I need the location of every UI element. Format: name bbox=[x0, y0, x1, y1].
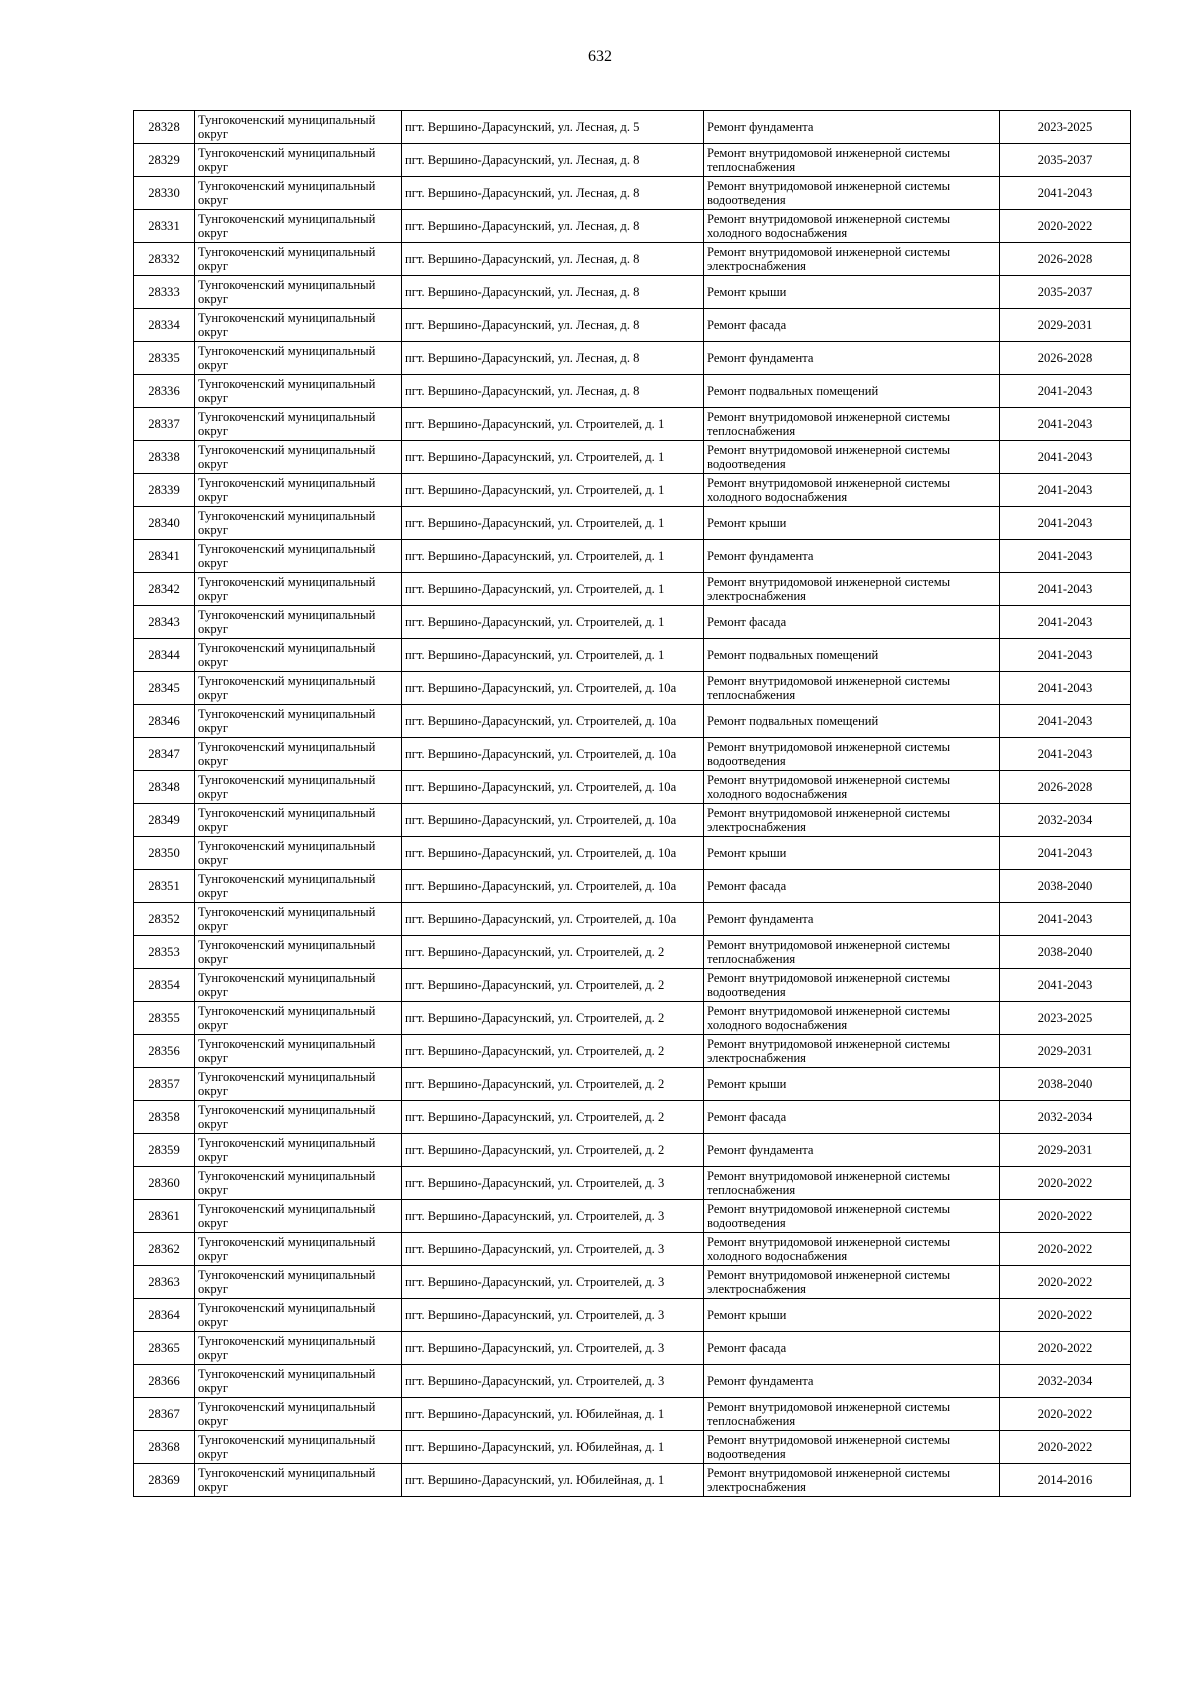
row-number-cell: 28345 bbox=[134, 672, 195, 705]
municipality-cell: Тунгокоченский муниципальный округ bbox=[195, 1068, 402, 1101]
address-cell: пгт. Вершино-Дарасунский, ул. Лесная, д. 8 bbox=[402, 210, 704, 243]
municipality-cell: Тунгокоченский муниципальный округ bbox=[195, 1233, 402, 1266]
address-cell: пгт. Вершино-Дарасунский, ул. Лесная, д. 8 bbox=[402, 342, 704, 375]
period-cell: 2035-2037 bbox=[1000, 276, 1131, 309]
table-row bbox=[134, 936, 1131, 969]
work-type-cell: Ремонт крыши bbox=[704, 837, 1000, 870]
work-type-cell: Ремонт внутридомовой инженерной системы теплоснабжения bbox=[704, 144, 1000, 177]
period-cell: 2041-2043 bbox=[1000, 573, 1131, 606]
row-number-cell: 28331 bbox=[134, 210, 195, 243]
table-row bbox=[134, 1398, 1131, 1431]
municipality-cell: Тунгокоченский муниципальный округ bbox=[195, 1200, 402, 1233]
work-type-cell: Ремонт внутридомовой инженерной системы теплоснабжения bbox=[704, 1398, 1000, 1431]
row-number-cell: 28343 bbox=[134, 606, 195, 639]
row-number-cell: 28362 bbox=[134, 1233, 195, 1266]
table-row bbox=[134, 705, 1131, 738]
municipality-cell: Тунгокоченский муниципальный округ bbox=[195, 870, 402, 903]
row-number-cell: 28334 bbox=[134, 309, 195, 342]
address-cell: пгт. Вершино-Дарасунский, ул. Лесная, д. 8 bbox=[402, 276, 704, 309]
period-cell: 2020-2022 bbox=[1000, 1167, 1131, 1200]
row-number-cell: 28337 bbox=[134, 408, 195, 441]
address-cell: пгт. Вершино-Дарасунский, ул. Строителей, д. 3 bbox=[402, 1332, 704, 1365]
work-type-cell: Ремонт внутридомовой инженерной системы водоотведения bbox=[704, 1431, 1000, 1464]
municipality-cell: Тунгокоченский муниципальный округ bbox=[195, 408, 402, 441]
table-row bbox=[134, 507, 1131, 540]
municipality-cell: Тунгокоченский муниципальный округ bbox=[195, 738, 402, 771]
municipality-cell: Тунгокоченский муниципальный округ bbox=[195, 804, 402, 837]
address-cell: пгт. Вершино-Дарасунский, ул. Строителей, д. 10а bbox=[402, 837, 704, 870]
table-row bbox=[134, 177, 1131, 210]
address-cell: пгт. Вершино-Дарасунский, ул. Строителей, д. 3 bbox=[402, 1299, 704, 1332]
municipality-cell: Тунгокоченский муниципальный округ bbox=[195, 111, 402, 144]
municipality-cell: Тунгокоченский муниципальный округ bbox=[195, 1035, 402, 1068]
row-number-cell: 28364 bbox=[134, 1299, 195, 1332]
table-row bbox=[134, 243, 1131, 276]
municipality-cell: Тунгокоченский муниципальный округ bbox=[195, 309, 402, 342]
period-cell: 2029-2031 bbox=[1000, 1134, 1131, 1167]
municipality-cell: Тунгокоченский муниципальный округ bbox=[195, 375, 402, 408]
period-cell: 2020-2022 bbox=[1000, 1200, 1131, 1233]
address-cell: пгт. Вершино-Дарасунский, ул. Юбилейная, д. 1 bbox=[402, 1464, 704, 1497]
period-cell: 2032-2034 bbox=[1000, 1101, 1131, 1134]
period-cell: 2038-2040 bbox=[1000, 936, 1131, 969]
address-cell: пгт. Вершино-Дарасунский, ул. Строителей, д. 1 bbox=[402, 507, 704, 540]
work-type-cell: Ремонт внутридомовой инженерной системы холодного водоснабжения bbox=[704, 210, 1000, 243]
period-cell: 2035-2037 bbox=[1000, 144, 1131, 177]
table-row bbox=[134, 771, 1131, 804]
address-cell: пгт. Вершино-Дарасунский, ул. Лесная, д. 8 bbox=[402, 243, 704, 276]
municipality-cell: Тунгокоченский муниципальный округ bbox=[195, 540, 402, 573]
row-number-cell: 28330 bbox=[134, 177, 195, 210]
work-type-cell: Ремонт внутридомовой инженерной системы холодного водоснабжения bbox=[704, 1233, 1000, 1266]
period-cell: 2020-2022 bbox=[1000, 1299, 1131, 1332]
municipality-cell: Тунгокоченский муниципальный округ bbox=[195, 606, 402, 639]
row-number-cell: 28351 bbox=[134, 870, 195, 903]
period-cell: 2041-2043 bbox=[1000, 177, 1131, 210]
address-cell: пгт. Вершино-Дарасунский, ул. Строителей, д. 1 bbox=[402, 408, 704, 441]
table-row bbox=[134, 210, 1131, 243]
row-number-cell: 28338 bbox=[134, 441, 195, 474]
address-cell: пгт. Вершино-Дарасунский, ул. Лесная, д. 8 bbox=[402, 144, 704, 177]
row-number-cell: 28350 bbox=[134, 837, 195, 870]
row-number-cell: 28369 bbox=[134, 1464, 195, 1497]
address-cell: пгт. Вершино-Дарасунский, ул. Строителей, д. 3 bbox=[402, 1167, 704, 1200]
work-type-cell: Ремонт фасада bbox=[704, 309, 1000, 342]
table-row bbox=[134, 1299, 1131, 1332]
work-type-cell: Ремонт внутридомовой инженерной системы водоотведения bbox=[704, 969, 1000, 1002]
page-number: 632 bbox=[588, 48, 612, 65]
table-row bbox=[134, 1365, 1131, 1398]
work-type-cell: Ремонт внутридомовой инженерной системы водоотведения bbox=[704, 441, 1000, 474]
row-number-cell: 28368 bbox=[134, 1431, 195, 1464]
period-cell: 2026-2028 bbox=[1000, 771, 1131, 804]
table-row bbox=[134, 1134, 1131, 1167]
work-type-cell: Ремонт внутридомовой инженерной системы электроснабжения bbox=[704, 573, 1000, 606]
period-cell: 2014-2016 bbox=[1000, 1464, 1131, 1497]
table-row bbox=[134, 111, 1131, 144]
work-type-cell: Ремонт внутридомовой инженерной системы электроснабжения bbox=[704, 1266, 1000, 1299]
table-row bbox=[134, 969, 1131, 1002]
table-row bbox=[134, 1233, 1131, 1266]
table-row bbox=[134, 1167, 1131, 1200]
period-cell: 2020-2022 bbox=[1000, 1332, 1131, 1365]
municipality-cell: Тунгокоченский муниципальный округ bbox=[195, 1101, 402, 1134]
municipality-cell: Тунгокоченский муниципальный округ bbox=[195, 672, 402, 705]
work-type-cell: Ремонт подвальных помещений bbox=[704, 375, 1000, 408]
work-type-cell: Ремонт внутридомовой инженерной системы электроснабжения bbox=[704, 243, 1000, 276]
work-type-cell: Ремонт фасада bbox=[704, 1332, 1000, 1365]
row-number-cell: 28341 bbox=[134, 540, 195, 573]
period-cell: 2041-2043 bbox=[1000, 474, 1131, 507]
period-cell: 2026-2028 bbox=[1000, 243, 1131, 276]
row-number-cell: 28360 bbox=[134, 1167, 195, 1200]
municipality-cell: Тунгокоченский муниципальный округ bbox=[195, 243, 402, 276]
table-row bbox=[134, 1266, 1131, 1299]
municipality-cell: Тунгокоченский муниципальный округ bbox=[195, 639, 402, 672]
address-cell: пгт. Вершино-Дарасунский, ул. Строителей, д. 10а bbox=[402, 870, 704, 903]
work-type-cell: Ремонт внутридомовой инженерной системы электроснабжения bbox=[704, 804, 1000, 837]
period-cell: 2041-2043 bbox=[1000, 738, 1131, 771]
municipality-cell: Тунгокоченский муниципальный округ bbox=[195, 1002, 402, 1035]
period-cell: 2041-2043 bbox=[1000, 639, 1131, 672]
address-cell: пгт. Вершино-Дарасунский, ул. Строителей, д. 2 bbox=[402, 1035, 704, 1068]
address-cell: пгт. Вершино-Дарасунский, ул. Строителей, д. 10а bbox=[402, 903, 704, 936]
municipality-cell: Тунгокоченский муниципальный округ bbox=[195, 1365, 402, 1398]
table-row bbox=[134, 342, 1131, 375]
work-type-cell: Ремонт внутридомовой инженерной системы электроснабжения bbox=[704, 1035, 1000, 1068]
period-cell: 2020-2022 bbox=[1000, 1398, 1131, 1431]
table-row bbox=[134, 540, 1131, 573]
work-type-cell: Ремонт фасада bbox=[704, 870, 1000, 903]
table-row bbox=[134, 903, 1131, 936]
address-cell: пгт. Вершино-Дарасунский, ул. Лесная, д. 5 bbox=[402, 111, 704, 144]
address-cell: пгт. Вершино-Дарасунский, ул. Строителей, д. 1 bbox=[402, 606, 704, 639]
period-cell: 2038-2040 bbox=[1000, 870, 1131, 903]
period-cell: 2041-2043 bbox=[1000, 408, 1131, 441]
period-cell: 2041-2043 bbox=[1000, 837, 1131, 870]
work-type-cell: Ремонт внутридомовой инженерной системы холодного водоснабжения bbox=[704, 1002, 1000, 1035]
row-number-cell: 28329 bbox=[134, 144, 195, 177]
period-cell: 2041-2043 bbox=[1000, 969, 1131, 1002]
work-type-cell: Ремонт внутридомовой инженерной системы теплоснабжения bbox=[704, 936, 1000, 969]
row-number-cell: 28353 bbox=[134, 936, 195, 969]
table-row bbox=[134, 804, 1131, 837]
table-row bbox=[134, 870, 1131, 903]
address-cell: пгт. Вершино-Дарасунский, ул. Строителей, д. 1 bbox=[402, 639, 704, 672]
municipality-cell: Тунгокоченский муниципальный округ bbox=[195, 705, 402, 738]
work-type-cell: Ремонт фундамента bbox=[704, 1134, 1000, 1167]
row-number-cell: 28332 bbox=[134, 243, 195, 276]
row-number-cell: 28359 bbox=[134, 1134, 195, 1167]
municipality-cell: Тунгокоченский муниципальный округ bbox=[195, 1332, 402, 1365]
work-type-cell: Ремонт фундамента bbox=[704, 111, 1000, 144]
row-number-cell: 28352 bbox=[134, 903, 195, 936]
municipality-cell: Тунгокоченский муниципальный округ bbox=[195, 771, 402, 804]
address-cell: пгт. Вершино-Дарасунский, ул. Строителей, д. 10а bbox=[402, 738, 704, 771]
period-cell: 2029-2031 bbox=[1000, 1035, 1131, 1068]
period-cell: 2023-2025 bbox=[1000, 1002, 1131, 1035]
municipality-cell: Тунгокоченский муниципальный округ bbox=[195, 1431, 402, 1464]
row-number-cell: 28333 bbox=[134, 276, 195, 309]
period-cell: 2032-2034 bbox=[1000, 804, 1131, 837]
row-number-cell: 28344 bbox=[134, 639, 195, 672]
period-cell: 2041-2043 bbox=[1000, 540, 1131, 573]
address-cell: пгт. Вершино-Дарасунский, ул. Строителей, д. 3 bbox=[402, 1200, 704, 1233]
municipality-cell: Тунгокоченский муниципальный округ bbox=[195, 1398, 402, 1431]
work-type-cell: Ремонт внутридомовой инженерной системы теплоснабжения bbox=[704, 408, 1000, 441]
table-row bbox=[134, 1200, 1131, 1233]
period-cell: 2041-2043 bbox=[1000, 705, 1131, 738]
work-type-cell: Ремонт фасада bbox=[704, 1101, 1000, 1134]
table-row bbox=[134, 738, 1131, 771]
address-cell: пгт. Вершино-Дарасунский, ул. Строителей, д. 10а bbox=[402, 705, 704, 738]
row-number-cell: 28335 bbox=[134, 342, 195, 375]
municipality-cell: Тунгокоченский муниципальный округ bbox=[195, 276, 402, 309]
period-cell: 2041-2043 bbox=[1000, 903, 1131, 936]
table-row bbox=[134, 573, 1131, 606]
period-cell: 2020-2022 bbox=[1000, 1266, 1131, 1299]
address-cell: пгт. Вершино-Дарасунский, ул. Строителей, д. 2 bbox=[402, 1002, 704, 1035]
address-cell: пгт. Вершино-Дарасунский, ул. Строителей, д. 10а bbox=[402, 771, 704, 804]
row-number-cell: 28339 bbox=[134, 474, 195, 507]
row-number-cell: 28346 bbox=[134, 705, 195, 738]
work-type-cell: Ремонт внутридомовой инженерной системы теплоснабжения bbox=[704, 1167, 1000, 1200]
address-cell: пгт. Вершино-Дарасунский, ул. Строителей, д. 2 bbox=[402, 1101, 704, 1134]
work-type-cell: Ремонт крыши bbox=[704, 276, 1000, 309]
table-row bbox=[134, 408, 1131, 441]
period-cell: 2038-2040 bbox=[1000, 1068, 1131, 1101]
work-type-cell: Ремонт внутридомовой инженерной системы холодного водоснабжения bbox=[704, 771, 1000, 804]
row-number-cell: 28348 bbox=[134, 771, 195, 804]
address-cell: пгт. Вершино-Дарасунский, ул. Лесная, д. 8 bbox=[402, 309, 704, 342]
table-row bbox=[134, 474, 1131, 507]
period-cell: 2029-2031 bbox=[1000, 309, 1131, 342]
work-type-cell: Ремонт внутридомовой инженерной системы холодного водоснабжения bbox=[704, 474, 1000, 507]
period-cell: 2020-2022 bbox=[1000, 210, 1131, 243]
row-number-cell: 28340 bbox=[134, 507, 195, 540]
period-cell: 2026-2028 bbox=[1000, 342, 1131, 375]
address-cell: пгт. Вершино-Дарасунский, ул. Строителей, д. 10а bbox=[402, 672, 704, 705]
table-row bbox=[134, 1068, 1131, 1101]
work-type-cell: Ремонт фундамента bbox=[704, 903, 1000, 936]
row-number-cell: 28367 bbox=[134, 1398, 195, 1431]
address-cell: пгт. Вершино-Дарасунский, ул. Строителей, д. 2 bbox=[402, 936, 704, 969]
period-cell: 2041-2043 bbox=[1000, 672, 1131, 705]
work-type-cell: Ремонт внутридомовой инженерной системы водоотведения bbox=[704, 738, 1000, 771]
period-cell: 2020-2022 bbox=[1000, 1431, 1131, 1464]
table-row bbox=[134, 1332, 1131, 1365]
address-cell: пгт. Вершино-Дарасунский, ул. Строителей, д. 3 bbox=[402, 1266, 704, 1299]
table-row bbox=[134, 639, 1131, 672]
work-type-cell: Ремонт крыши bbox=[704, 1299, 1000, 1332]
row-number-cell: 28365 bbox=[134, 1332, 195, 1365]
work-type-cell: Ремонт подвальных помещений bbox=[704, 705, 1000, 738]
address-cell: пгт. Вершино-Дарасунский, ул. Строителей, д. 10а bbox=[402, 804, 704, 837]
row-number-cell: 28358 bbox=[134, 1101, 195, 1134]
address-cell: пгт. Вершино-Дарасунский, ул. Строителей, д. 1 bbox=[402, 474, 704, 507]
municipality-cell: Тунгокоченский муниципальный округ bbox=[195, 474, 402, 507]
work-type-cell: Ремонт фундамента bbox=[704, 342, 1000, 375]
municipality-cell: Тунгокоченский муниципальный округ bbox=[195, 210, 402, 243]
repair-schedule-table bbox=[133, 110, 1131, 1497]
row-number-cell: 28347 bbox=[134, 738, 195, 771]
period-cell: 2041-2043 bbox=[1000, 375, 1131, 408]
work-type-cell: Ремонт внутридомовой инженерной системы теплоснабжения bbox=[704, 672, 1000, 705]
municipality-cell: Тунгокоченский муниципальный округ bbox=[195, 177, 402, 210]
table-row bbox=[134, 1464, 1131, 1497]
address-cell: пгт. Вершино-Дарасунский, ул. Строителей, д. 2 bbox=[402, 1068, 704, 1101]
municipality-cell: Тунгокоченский муниципальный округ bbox=[195, 903, 402, 936]
table-row bbox=[134, 1101, 1131, 1134]
municipality-cell: Тунгокоченский муниципальный округ bbox=[195, 441, 402, 474]
work-type-cell: Ремонт фасада bbox=[704, 606, 1000, 639]
address-cell: пгт. Вершино-Дарасунский, ул. Строителей, д. 1 bbox=[402, 441, 704, 474]
address-cell: пгт. Вершино-Дарасунский, ул. Строителей, д. 2 bbox=[402, 1134, 704, 1167]
address-cell: пгт. Вершино-Дарасунский, ул. Юбилейная, д. 1 bbox=[402, 1398, 704, 1431]
row-number-cell: 28363 bbox=[134, 1266, 195, 1299]
period-cell: 2041-2043 bbox=[1000, 507, 1131, 540]
work-type-cell: Ремонт фундамента bbox=[704, 540, 1000, 573]
municipality-cell: Тунгокоченский муниципальный округ bbox=[195, 1464, 402, 1497]
row-number-cell: 28354 bbox=[134, 969, 195, 1002]
row-number-cell: 28328 bbox=[134, 111, 195, 144]
table-row bbox=[134, 276, 1131, 309]
municipality-cell: Тунгокоченский муниципальный округ bbox=[195, 573, 402, 606]
address-cell: пгт. Вершино-Дарасунский, ул. Лесная, д. 8 bbox=[402, 375, 704, 408]
work-type-cell: Ремонт подвальных помещений bbox=[704, 639, 1000, 672]
address-cell: пгт. Вершино-Дарасунский, ул. Строителей, д. 3 bbox=[402, 1233, 704, 1266]
period-cell: 2041-2043 bbox=[1000, 606, 1131, 639]
row-number-cell: 28357 bbox=[134, 1068, 195, 1101]
address-cell: пгт. Вершино-Дарасунский, ул. Лесная, д. 8 bbox=[402, 177, 704, 210]
address-cell: пгт. Вершино-Дарасунский, ул. Юбилейная, д. 1 bbox=[402, 1431, 704, 1464]
table-body bbox=[134, 111, 1131, 1497]
work-type-cell: Ремонт внутридомовой инженерной системы электроснабжения bbox=[704, 1464, 1000, 1497]
row-number-cell: 28349 bbox=[134, 804, 195, 837]
period-cell: 2041-2043 bbox=[1000, 441, 1131, 474]
row-number-cell: 28361 bbox=[134, 1200, 195, 1233]
work-type-cell: Ремонт крыши bbox=[704, 507, 1000, 540]
municipality-cell: Тунгокоченский муниципальный округ bbox=[195, 1134, 402, 1167]
municipality-cell: Тунгокоченский муниципальный округ bbox=[195, 1266, 402, 1299]
municipality-cell: Тунгокоченский муниципальный округ bbox=[195, 507, 402, 540]
row-number-cell: 28342 bbox=[134, 573, 195, 606]
table-row bbox=[134, 1431, 1131, 1464]
table-row bbox=[134, 1035, 1131, 1068]
table-row bbox=[134, 672, 1131, 705]
municipality-cell: Тунгокоченский муниципальный округ bbox=[195, 936, 402, 969]
row-number-cell: 28355 bbox=[134, 1002, 195, 1035]
work-type-cell: Ремонт внутридомовой инженерной системы водоотведения bbox=[704, 1200, 1000, 1233]
table-row bbox=[134, 375, 1131, 408]
work-type-cell: Ремонт фундамента bbox=[704, 1365, 1000, 1398]
municipality-cell: Тунгокоченский муниципальный округ bbox=[195, 342, 402, 375]
row-number-cell: 28356 bbox=[134, 1035, 195, 1068]
address-cell: пгт. Вершино-Дарасунский, ул. Строителей, д. 1 bbox=[402, 540, 704, 573]
table-row bbox=[134, 1002, 1131, 1035]
row-number-cell: 28336 bbox=[134, 375, 195, 408]
work-type-cell: Ремонт внутридомовой инженерной системы водоотведения bbox=[704, 177, 1000, 210]
period-cell: 2023-2025 bbox=[1000, 111, 1131, 144]
period-cell: 2020-2022 bbox=[1000, 1233, 1131, 1266]
table-row bbox=[134, 606, 1131, 639]
row-number-cell: 28366 bbox=[134, 1365, 195, 1398]
period-cell: 2032-2034 bbox=[1000, 1365, 1131, 1398]
table-row bbox=[134, 441, 1131, 474]
address-cell: пгт. Вершино-Дарасунский, ул. Строителей, д. 3 bbox=[402, 1365, 704, 1398]
municipality-cell: Тунгокоченский муниципальный округ bbox=[195, 144, 402, 177]
address-cell: пгт. Вершино-Дарасунский, ул. Строителей, д. 2 bbox=[402, 969, 704, 1002]
table-row bbox=[134, 309, 1131, 342]
municipality-cell: Тунгокоченский муниципальный округ bbox=[195, 1299, 402, 1332]
work-type-cell: Ремонт крыши bbox=[704, 1068, 1000, 1101]
table-row bbox=[134, 837, 1131, 870]
municipality-cell: Тунгокоченский муниципальный округ bbox=[195, 969, 402, 1002]
municipality-cell: Тунгокоченский муниципальный округ bbox=[195, 1167, 402, 1200]
municipality-cell: Тунгокоченский муниципальный округ bbox=[195, 837, 402, 870]
table-row bbox=[134, 144, 1131, 177]
address-cell: пгт. Вершино-Дарасунский, ул. Строителей, д. 1 bbox=[402, 573, 704, 606]
